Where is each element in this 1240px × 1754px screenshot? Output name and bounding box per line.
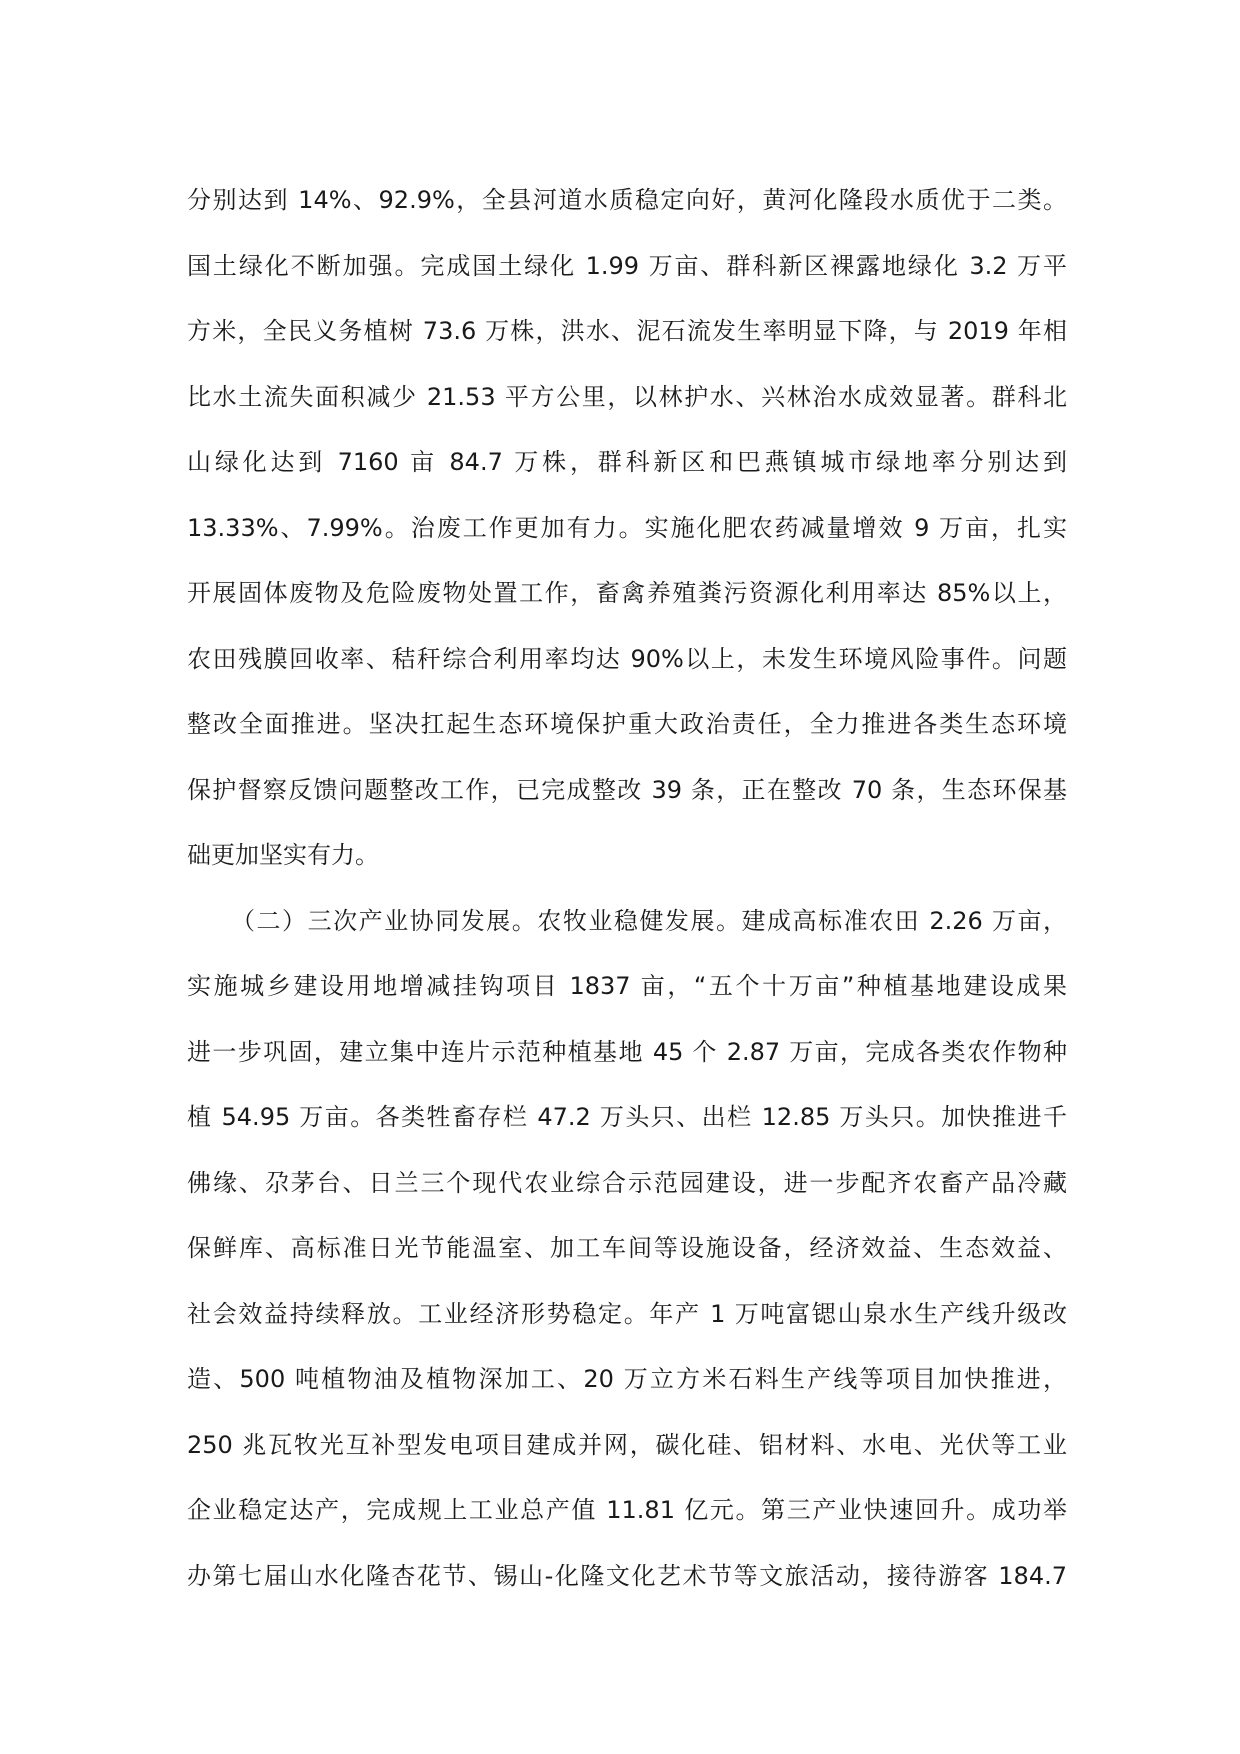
text-line: 社会效益持续释放。工业经济形势稳定。年产 1 万吨富锶山泉水生产线升级改 <box>187 1299 1067 1328</box>
text-line: 开展固体废物及危险废物处置工作，畜禽养殖粪污资源化利用率达 85%以上， <box>187 579 1067 607</box>
text-line: 础更加坚实有力。 <box>187 841 379 869</box>
text-line: 分别达到 14%、92.9%，全县河道水质稳定向好，黄河化隆段水质优于二类。 <box>187 186 1067 214</box>
text-line: 农田残膜回收率、秸秆综合利用率均达 90%以上，未发生环境风险事件。问题 <box>187 644 1067 673</box>
text-line: 保护督察反馈问题整改工作，已完成整改 39 条，正在整改 70 条，生态环保基 <box>187 775 1067 804</box>
text-line: 企业稳定达产，完成规上工业总产值 11.81 亿元。第三产业快速回升。成功举 <box>187 1496 1067 1524</box>
text-line: 13.33%、7.99%。治废工作更加有力。实施化肥农药减量增效 9 万亩，扎实 <box>187 513 1067 542</box>
text-line: 造、500 吨植物油及植物深加工、20 万立方米石料生产线等项目加快推进， <box>187 1365 1067 1393</box>
text-line: 佛缘、尕茅台、日兰三个现代农业综合示范园建设，进一步配齐农畜产品冷藏 <box>187 1168 1067 1197</box>
text-line: 国土绿化不断加强。完成国土绿化 1.99 万亩、群科新区裸露地绿化 3.2 万平 <box>187 251 1067 280</box>
text-line: 保鲜库、高标准日光节能温室、加工车间等设施设备，经济效益、生态效益、 <box>187 1234 1067 1262</box>
text-line: 250 兆瓦牧光互补型发电项目建成并网，碳化硅、铝材料、水电、光伏等工业 <box>187 1430 1067 1459</box>
text-line: 整改全面推进。坚决扛起生态环境保护重大政治责任，全力推进各类生态环境 <box>187 710 1067 738</box>
body-text <box>187 168 1067 1609</box>
text-line: 办第七届山水化隆杏花节、锡山-化隆文化艺术节等文旅活动，接待游客 184.7 <box>187 1561 1067 1590</box>
text-line: 山绿化达到 7160 亩 84.7 万株，群科新区和巴燕镇城市绿地率分别达到 <box>187 448 1067 476</box>
text-line: 实施城乡建设用地增减挂钩项目 1837 亩，“五个十万亩”种植基地建设成果 <box>187 972 1067 1000</box>
section-heading-line: （二）三次产业协同发展。农牧业稳健发展。建成高标准农田 2.26 万亩， <box>231 906 1067 935</box>
text-line: 比水土流失面积减少 21.53 平方公里，以林护水、兴林治水成效显著。群科北 <box>187 382 1067 411</box>
text-line: 植 54.95 万亩。各类牲畜存栏 47.2 万头只、出栏 12.85 万头只。加快推进千 <box>187 1103 1067 1131</box>
text-line: 方米，全民义务植树 73.6 万株，洪水、泥石流发生率明显下降，与 2019 年相 <box>187 317 1067 345</box>
text-line: 进一步巩固，建立集中连片示范种植基地 45 个 2.87 万亩，完成各类农作物种 <box>187 1037 1067 1066</box>
